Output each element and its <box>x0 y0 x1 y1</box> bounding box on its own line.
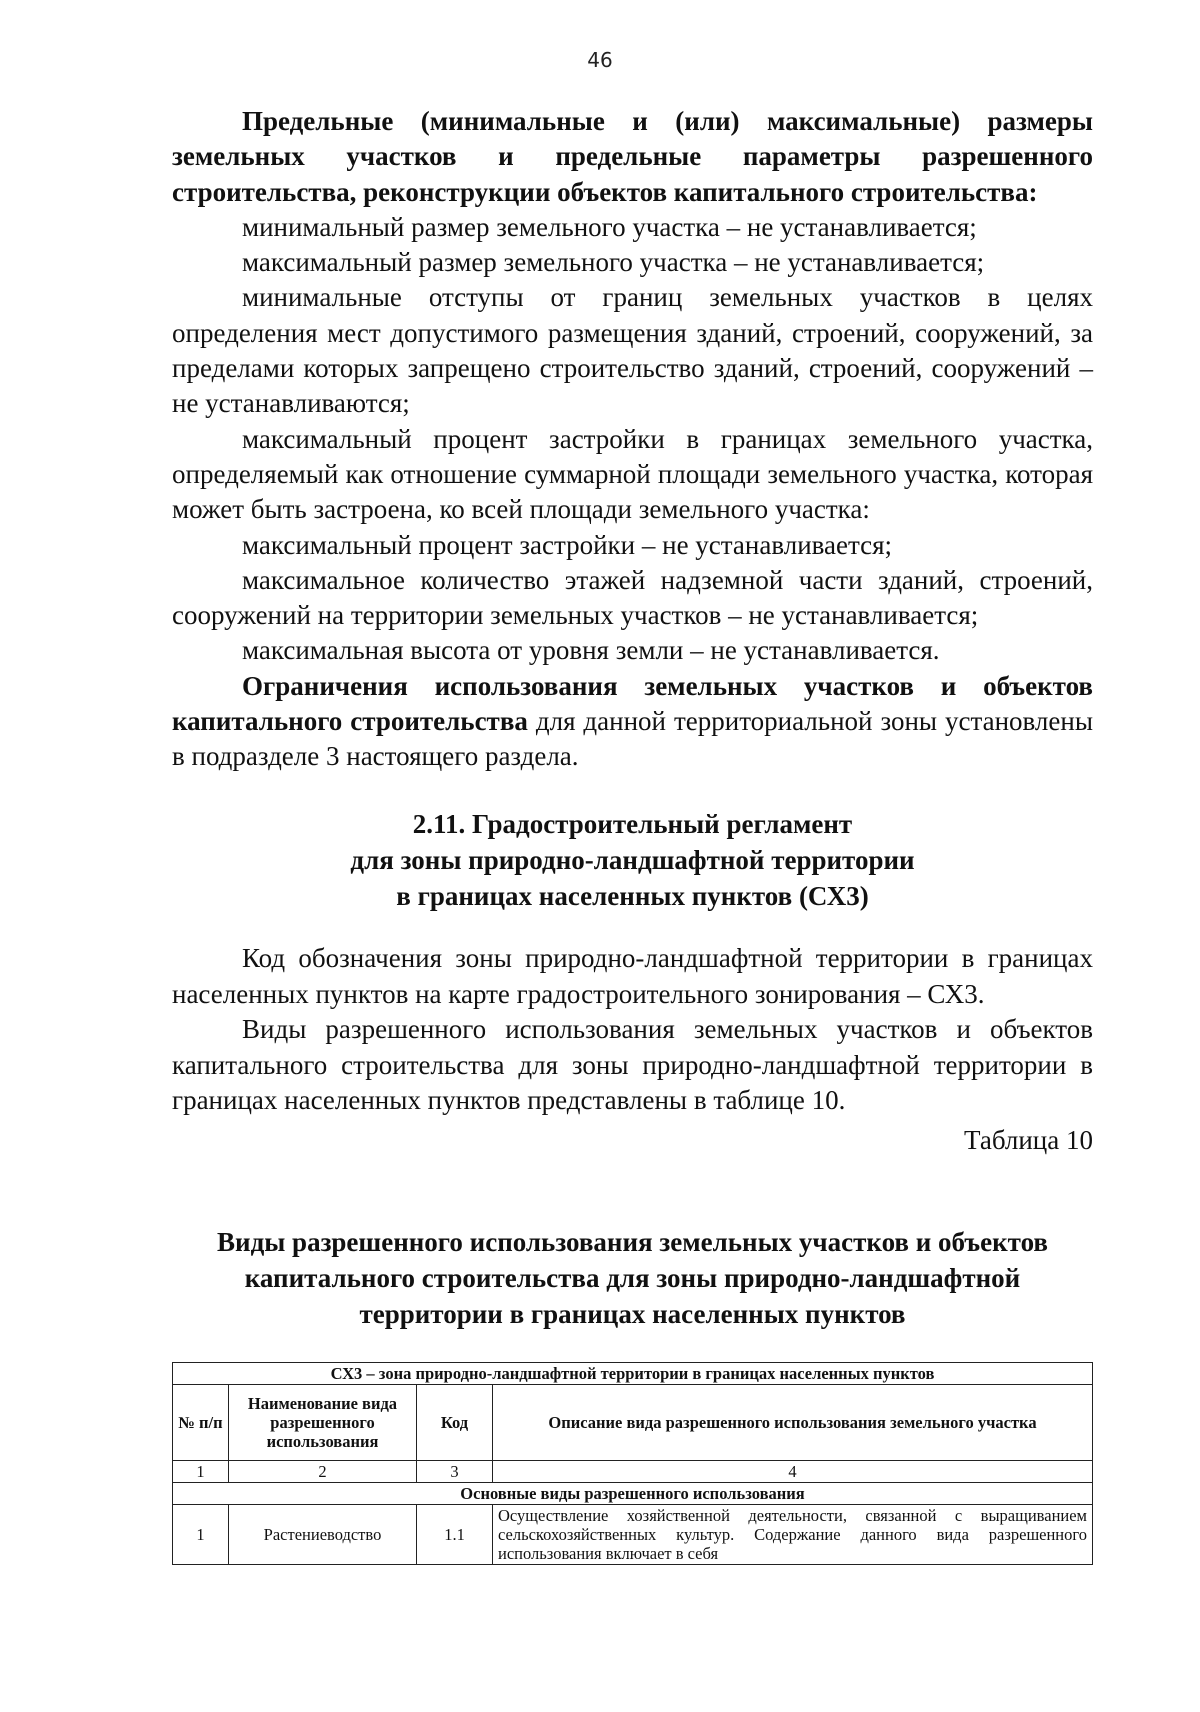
limit-item: максимальная высота от уровня земли – не устанавливается. <box>242 635 940 666</box>
col-number: 2 <box>229 1461 417 1483</box>
limit-item: минимальные отступы от границ земельных участков в целях определения мест допустимого размещения зданий, строений, сооружений, за пределами которых запрещено строительство зданий, строений, сооружений – не устанавливаются; <box>172 282 1093 419</box>
restrictions-bold: Ограничения использования земельных участков и объектов капитального строительства <box>172 670 1093 737</box>
zone-header-row <box>173 1363 1093 1385</box>
column-number-row <box>173 1461 1093 1483</box>
limit-item: максимальный процент застройки – не устанавливается; <box>242 529 893 560</box>
limit-item: минимальный размер земельного участка – не устанавливается; <box>242 211 977 242</box>
restrictions-rest: для данной территориальной зоны установлены в подразделе 3 настоящего раздела. <box>172 706 1093 772</box>
limit-item: максимальный процент застройки в границах земельного участка, определяемый как отношение суммарной площади земельного участка, которая может быть застроена, ко всей площади земельного участка: <box>172 423 1093 525</box>
limit-item: максимальное количество этажей надземной части зданий, строений, сооружений на территории земельных участков – не устанавливается; <box>172 564 1093 631</box>
row-desc: Осуществление хозяйственной деятельности, связанной с выращиванием сельскохозяйственных культур. Содержание данного вида разрешенного использования включает в себя <box>493 1505 1093 1565</box>
table-row <box>173 1505 1093 1565</box>
page-number: 46 <box>587 48 613 72</box>
col-number: 3 <box>417 1461 493 1483</box>
table-title-line: капитального строительства для зоны природно-ландшафтной <box>244 1263 1021 1293</box>
section-body <box>172 941 1093 1158</box>
code-paragraph: Код обозначения зоны природно-ландшафтной территории в границах населенных пунктов на карте градостроительного зонирования – СХ3. <box>172 943 1093 1009</box>
col-header-code: Код <box>417 1385 493 1461</box>
section-heading-line: 2.11. Градостроительный регламент <box>412 809 853 839</box>
usage-table <box>172 1362 1093 1565</box>
col-header-name: Наименование вида разрешенного использования <box>229 1385 417 1461</box>
table-title-line: территории в границах населенных пунктов <box>359 1299 906 1329</box>
row-code: 1.1 <box>417 1505 493 1565</box>
col-header-num: № п/п <box>173 1385 229 1461</box>
limit-item: максимальный размер земельного участка – не устанавливается; <box>242 247 985 278</box>
section-heading <box>172 806 1093 914</box>
group-row <box>173 1483 1093 1505</box>
table-title-line: Виды разрешенного использования земельных участков и объектов <box>217 1227 1048 1257</box>
col-header-desc: Описание вида разрешенного использования земельного участка <box>493 1385 1093 1461</box>
limits-heading: Предельные (минимальные и (или) максимальные) размеры земельных участков и предельные параметры разрешенного строительства, реконструкции объектов капитального строительства: <box>172 106 1093 207</box>
col-number: 1 <box>173 1461 229 1483</box>
zone-header: СХ3 – зона природно-ландшафтной территории в границах населенных пунктов <box>173 1363 1093 1385</box>
limits-section <box>172 104 1093 775</box>
table-title <box>172 1224 1093 1332</box>
section-heading-line: в границах населенных пунктов (СХ3) <box>396 881 869 911</box>
column-header-row <box>173 1385 1093 1461</box>
table-label: Таблица 10 <box>964 1124 1093 1155</box>
restrictions-paragraph <box>172 669 1093 775</box>
types-paragraph: Виды разрешенного использования земельных участков и объектов капитального строительства для зоны природно-ландшафтной территории в границах населенных пунктов представлены в таблице 10. <box>172 1014 1093 1115</box>
col-number: 4 <box>493 1461 1093 1483</box>
row-num: 1 <box>173 1505 229 1565</box>
row-name: Растениеводство <box>229 1505 417 1565</box>
section-heading-line: для зоны природно-ландшафтной территории <box>350 845 915 875</box>
group-main: Основные виды разрешенного использования <box>173 1483 1093 1505</box>
